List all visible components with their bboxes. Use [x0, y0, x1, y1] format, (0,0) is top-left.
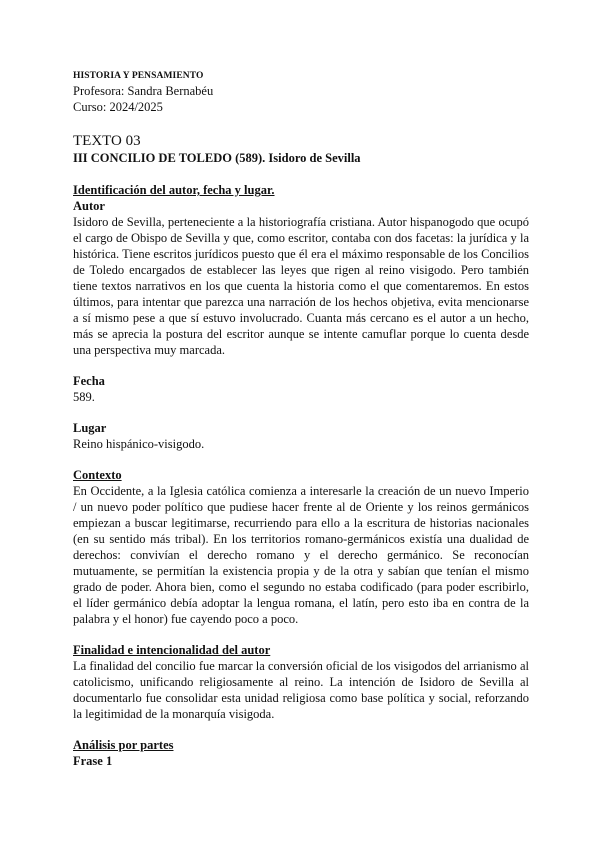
school-year-line: Curso: 2024/2025 — [73, 100, 163, 114]
subheading-lugar: Lugar — [73, 421, 107, 435]
course-name: HISTORIA Y PENSAMIENTO — [73, 71, 204, 81]
section-heading-contexto: Contexto — [73, 468, 122, 482]
document-title: III CONCILIO DE TOLEDO (589). Isidoro de Sevilla — [73, 151, 361, 165]
section-heading-finalidad: Finalidad e intencionalidad del autor — [73, 643, 271, 657]
subheading-fecha: Fecha — [73, 374, 105, 388]
paragraph-fecha: 589. — [73, 390, 95, 404]
paragraph-finalidad: La finalidad del concilio fue marcar la conversión oficial de los visigodos del arrianismo al catolicismo, unificando religiosamente al reino. La intención de Isidoro de Sevilla al documentarlo fue consolidar esta unidad religiosa como base política y social, reforzando la legitimidad de la monarquía visigoda. — [73, 659, 529, 721]
professor-line: Profesora: Sandra Bernabéu — [73, 84, 214, 98]
section-heading-analisis: Análisis por partes — [73, 738, 174, 752]
paragraph-autor: Isidoro de Sevilla, perteneciente a la historiografía cristiana. Autor hispanogodo que ocupó el cargo de Obispo de Sevilla y que, como escritor, contaba con dos facetas: la jurídica y la histórica. Tiene escritos jurídicos puesto que él era el máximo responsable de los Concilios de Toledo encargados de establecer las leyes que rigen al reino visigodo. Pero también tiene textos narrativos en los que cuenta la historia como el que comentaremos. En estos últimos, para intentar que parezca una narración de los hechos objetiva, evita mencionarse a sí mismo pese a que sí estuvo involucrado. Cuanta más cercano es el autor a un hecho, más se aprecia la postura del escritor aunque se intente camuflar porque lo cuenta desde una perspectiva muy marcada. — [73, 215, 529, 357]
section-heading-identificacion: Identificación del autor, fecha y lugar. — [73, 183, 275, 197]
document-page — [73, 70, 529, 769]
paragraph-lugar: Reino hispánico-visigodo. — [73, 437, 205, 451]
text-number: TEXTO 03 — [73, 133, 141, 149]
subheading-frase-1: Frase 1 — [73, 754, 113, 768]
paragraph-contexto: En Occidente, a la Iglesia católica comienza a interesarle la creación de un nuevo Imperio / un nuevo poder político que pudiese hacer frente al de Oriente y los reinos germánicos empiezan a buscar legitimarse, recurriendo para ello a la escritura de historias nacionales (en su sentido más tribal). En los territorios romano-germánicos existía una dualidad de derechos: convivían el derecho romano y el derecho germánico. Se reconocían mutuamente, se permitían la existencia propia y de la otra y sabían que tenían el mismo grado de poder. Ahora bien, como el segundo no estaba codificado (para poder escribirlo, el líder germánico debía adoptar la lengua romana, el latín, pero esto iba en contra de la palabra y el honor) fue cayendo poco a poco. — [73, 484, 529, 626]
subheading-autor: Autor — [73, 199, 105, 213]
